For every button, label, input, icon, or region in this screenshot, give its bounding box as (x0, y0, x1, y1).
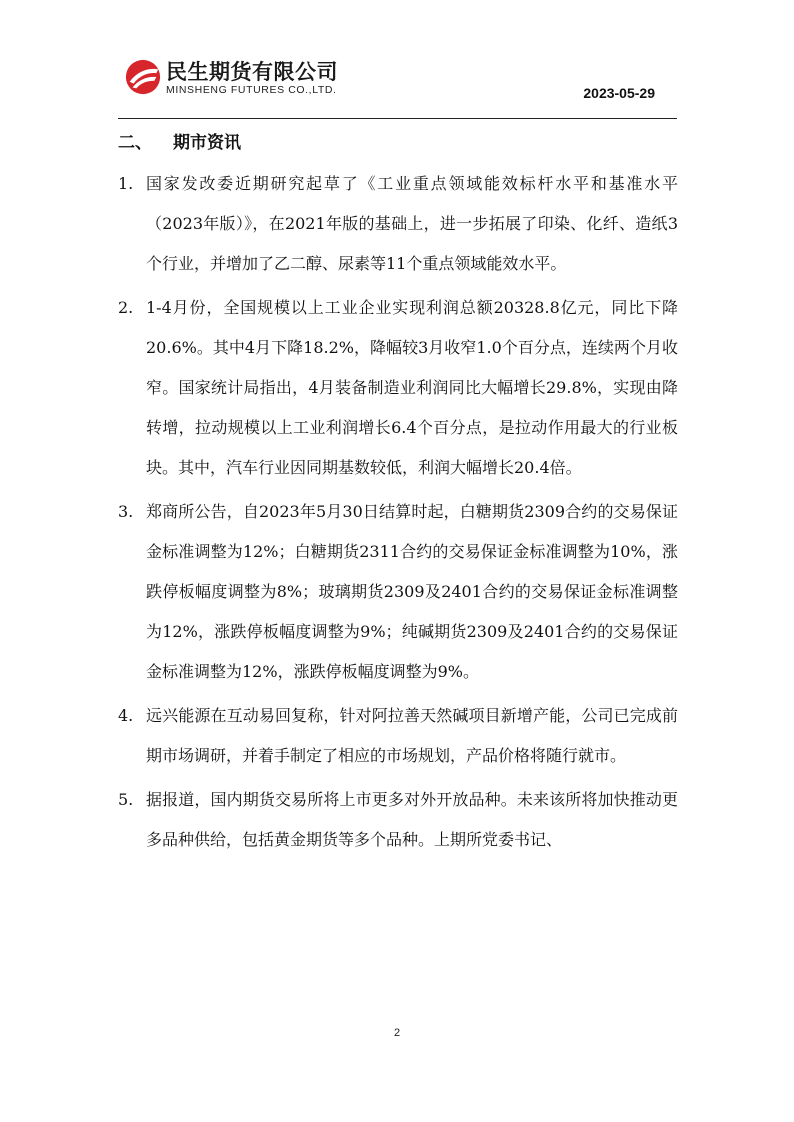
news-list (118, 164, 678, 864)
section-number: 二、 (118, 133, 152, 153)
news-item-text: 郑商所公告，自2023年5月30日结算时起，白糖期货2309合约的交易保证金标准调整为12%；白糖期货2311合约的交易保证金标准调整为10%，涨跌停板幅度调整为8%；玻璃期货2309及2401合约的交易保证金标准调整为12%，涨跌停板幅度调整为9%；纯碱期货2309及2401合约的交易保证金标准调整为12%，涨跌停板幅度调整为9%。 (146, 502, 678, 681)
news-item-index: 2. (118, 298, 134, 317)
company-name-cn: 民生期货有限公司 (166, 60, 338, 84)
page-number: 2 (393, 1027, 401, 1039)
news-item (118, 696, 678, 776)
news-item-text: 远兴能源在互动易回复称，针对阿拉善天然碱项目新增产能，公司已完成前期市场调研，并着手制定了相应的市场规划，产品价格将随行就市。 (146, 706, 678, 765)
news-item-text: 国家发改委近期研究起草了《工业重点领域能效标杆水平和基准水平（2023年版）》，在2021年版的基础上，进一步拓展了印染、化纤、造纸3个行业，并增加了乙二醇、尿素等11个重点领域能效水平。 (146, 174, 678, 273)
company-name-en: MINSHENG FUTURES CO.,LTD. (166, 84, 337, 96)
section-heading (118, 128, 241, 153)
news-item-index: 5. (118, 790, 134, 809)
header-divider (118, 118, 677, 119)
news-item-index: 4. (118, 706, 134, 725)
news-item (118, 164, 678, 284)
news-item-index: 3. (118, 502, 134, 521)
news-item (118, 780, 678, 860)
section-title: 期市资讯 (173, 133, 241, 153)
news-item (118, 288, 678, 488)
report-date: 2023-05-29 (583, 85, 655, 101)
company-logo (124, 54, 364, 102)
news-item (118, 492, 678, 692)
news-item-text: 据报道，国内期货交易所将上市更多对外开放品种。未来该所将加快推动更多品种供给，包括黄金期货等多个品种。上期所党委书记、 (146, 790, 678, 849)
news-item-text: 1-4月份，全国规模以上工业企业实现利润总额20328.8亿元，同比下降20.6%。其中4月下降18.2%，降幅较3月收窄1.0个百分点，连续两个月收窄。国家统计局指出，4月装备制造业利润同比大幅增长29.8%，实现由降转增，拉动规模以上工业利润增长6.4个百分点，是拉动作用最大的行业板块。其中，汽车行业因同期基数较低，利润大幅增长20.4倍。 (146, 298, 678, 477)
minsheng-logo-icon (124, 58, 162, 96)
news-item-index: 1. (118, 174, 134, 193)
